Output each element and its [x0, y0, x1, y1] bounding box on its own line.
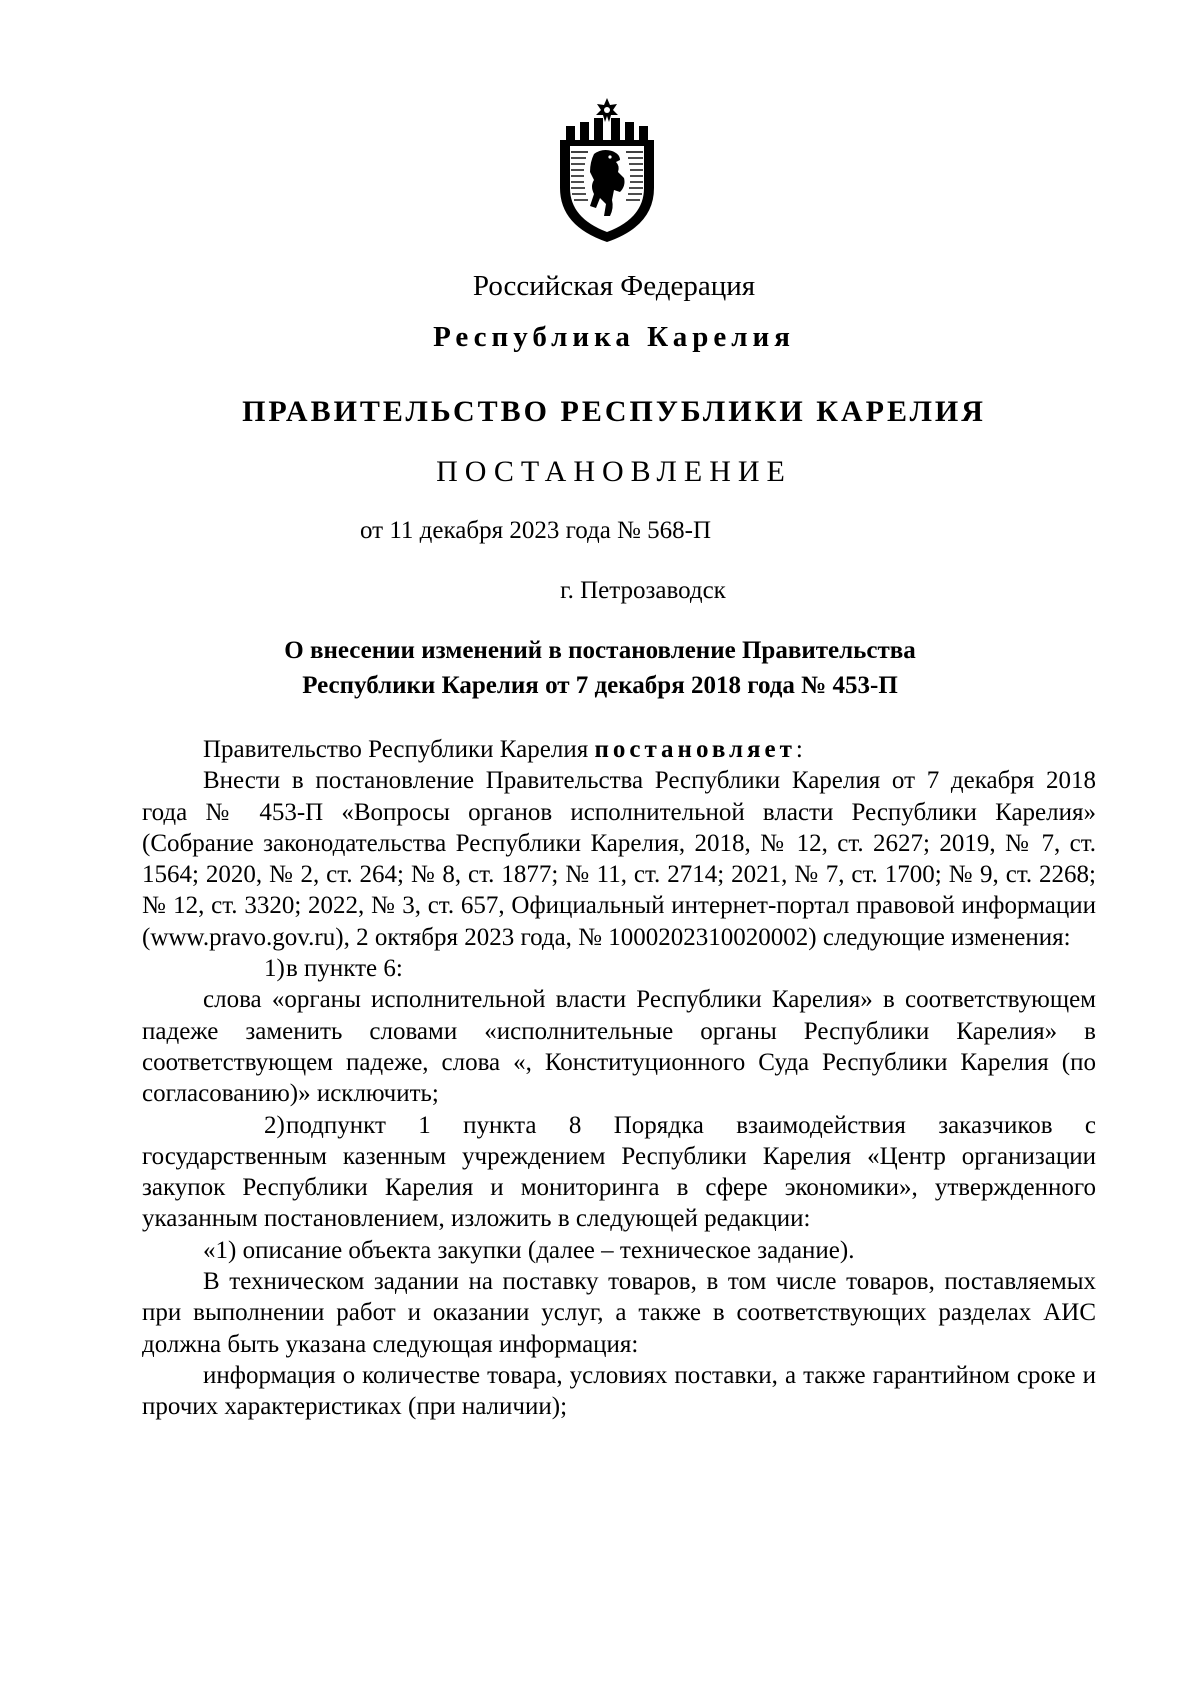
decree-type: ПОСТАНОВЛЕНИЕ	[436, 455, 792, 488]
item-number: 1)	[264, 955, 285, 983]
city-name: г. Петрозаводск	[560, 577, 726, 604]
item-text: в пункте 6:	[286, 955, 403, 983]
republic-name: Республика Карелия	[433, 321, 795, 353]
decree-date-number: от 11 декабря 2023 года № 568-П	[360, 517, 712, 544]
karelia-coat-of-arms-icon	[554, 96, 660, 244]
list-item-2	[142, 1110, 1096, 1235]
decree-subject	[200, 633, 1000, 703]
paragraph-amendment: Внести в постановление Правительства Республики Карелия от 7 декабря 2018 года № 453-П «Вопросы органов исполнительной власти Республики Карелия» (Собрание законодательства Республики Карелия, 2018, № 12, ст. 2627; 2019, № 7, ст. 1564; 2020, № 2, ст. 264; № 8, ст. 1877; № 11, ст. 2714; 2021, № 7, ст. 1700; № 9, ст. 2268; № 12, ст. 3320; 2022, № 3, ст. 657, Официальный интернет-портал правовой информации (www.pravo.gov.ru), 2 октября 2023 года, № 1000202310020002) следующие изменения:	[142, 767, 1096, 951]
list-item-1	[142, 953, 1096, 984]
government-name: ПРАВИТЕЛЬСТВО РЕСПУБЛИКИ КАРЕЛИЯ	[242, 395, 986, 428]
paragraph-words: слова «органы исполнительной власти Республики Карелия» в соответствующем падеже заменить словами «исполнительные органы Республики Карелия» в соответствующем падеже, слова «, Конституционного Суда Республики Карелия (по согласованию)» исключить;	[142, 986, 1096, 1108]
resolution-intro	[142, 734, 1096, 765]
subject-line: Республики Карелия от 7 декабря 2018 года № 453-П	[302, 672, 898, 699]
subject-line: О внесении изменений в постановление Правительства	[284, 637, 916, 664]
country-name: Российская Федерация	[472, 270, 756, 302]
paragraph-technical-task: В техническом задании на поставку товаров, в том числе товаров, поставляемых при выполнении работ и оказании услуг, а также в соответствующих разделах АИС должна быть указана следующая информация:	[142, 1268, 1096, 1358]
item-text: подпункт 1 пункта 8 Порядка взаимодействия заказчиков с государственным казенным учреждением Республики Карелия «Центр организации закупок Республики Карелия и мониторинга в сфере экономики», утвержденного указанным постановлением, изложить в следующей редакции:	[142, 1111, 1096, 1233]
resolves-word: постановляет	[594, 736, 796, 763]
paragraph-quote-start: «1) описание объекта закупки (далее – техническое задание).	[203, 1236, 855, 1264]
paragraph-goods-info: информация о количестве товара, условиях поставки, а также гарантийном сроке и прочих характеристиках (при наличии);	[142, 1361, 1096, 1421]
item-number: 2)	[264, 1111, 285, 1139]
intro-text: Правительство Республики Карелия	[203, 736, 595, 763]
intro-colon: :	[795, 736, 803, 763]
decree-body	[142, 734, 1096, 1423]
